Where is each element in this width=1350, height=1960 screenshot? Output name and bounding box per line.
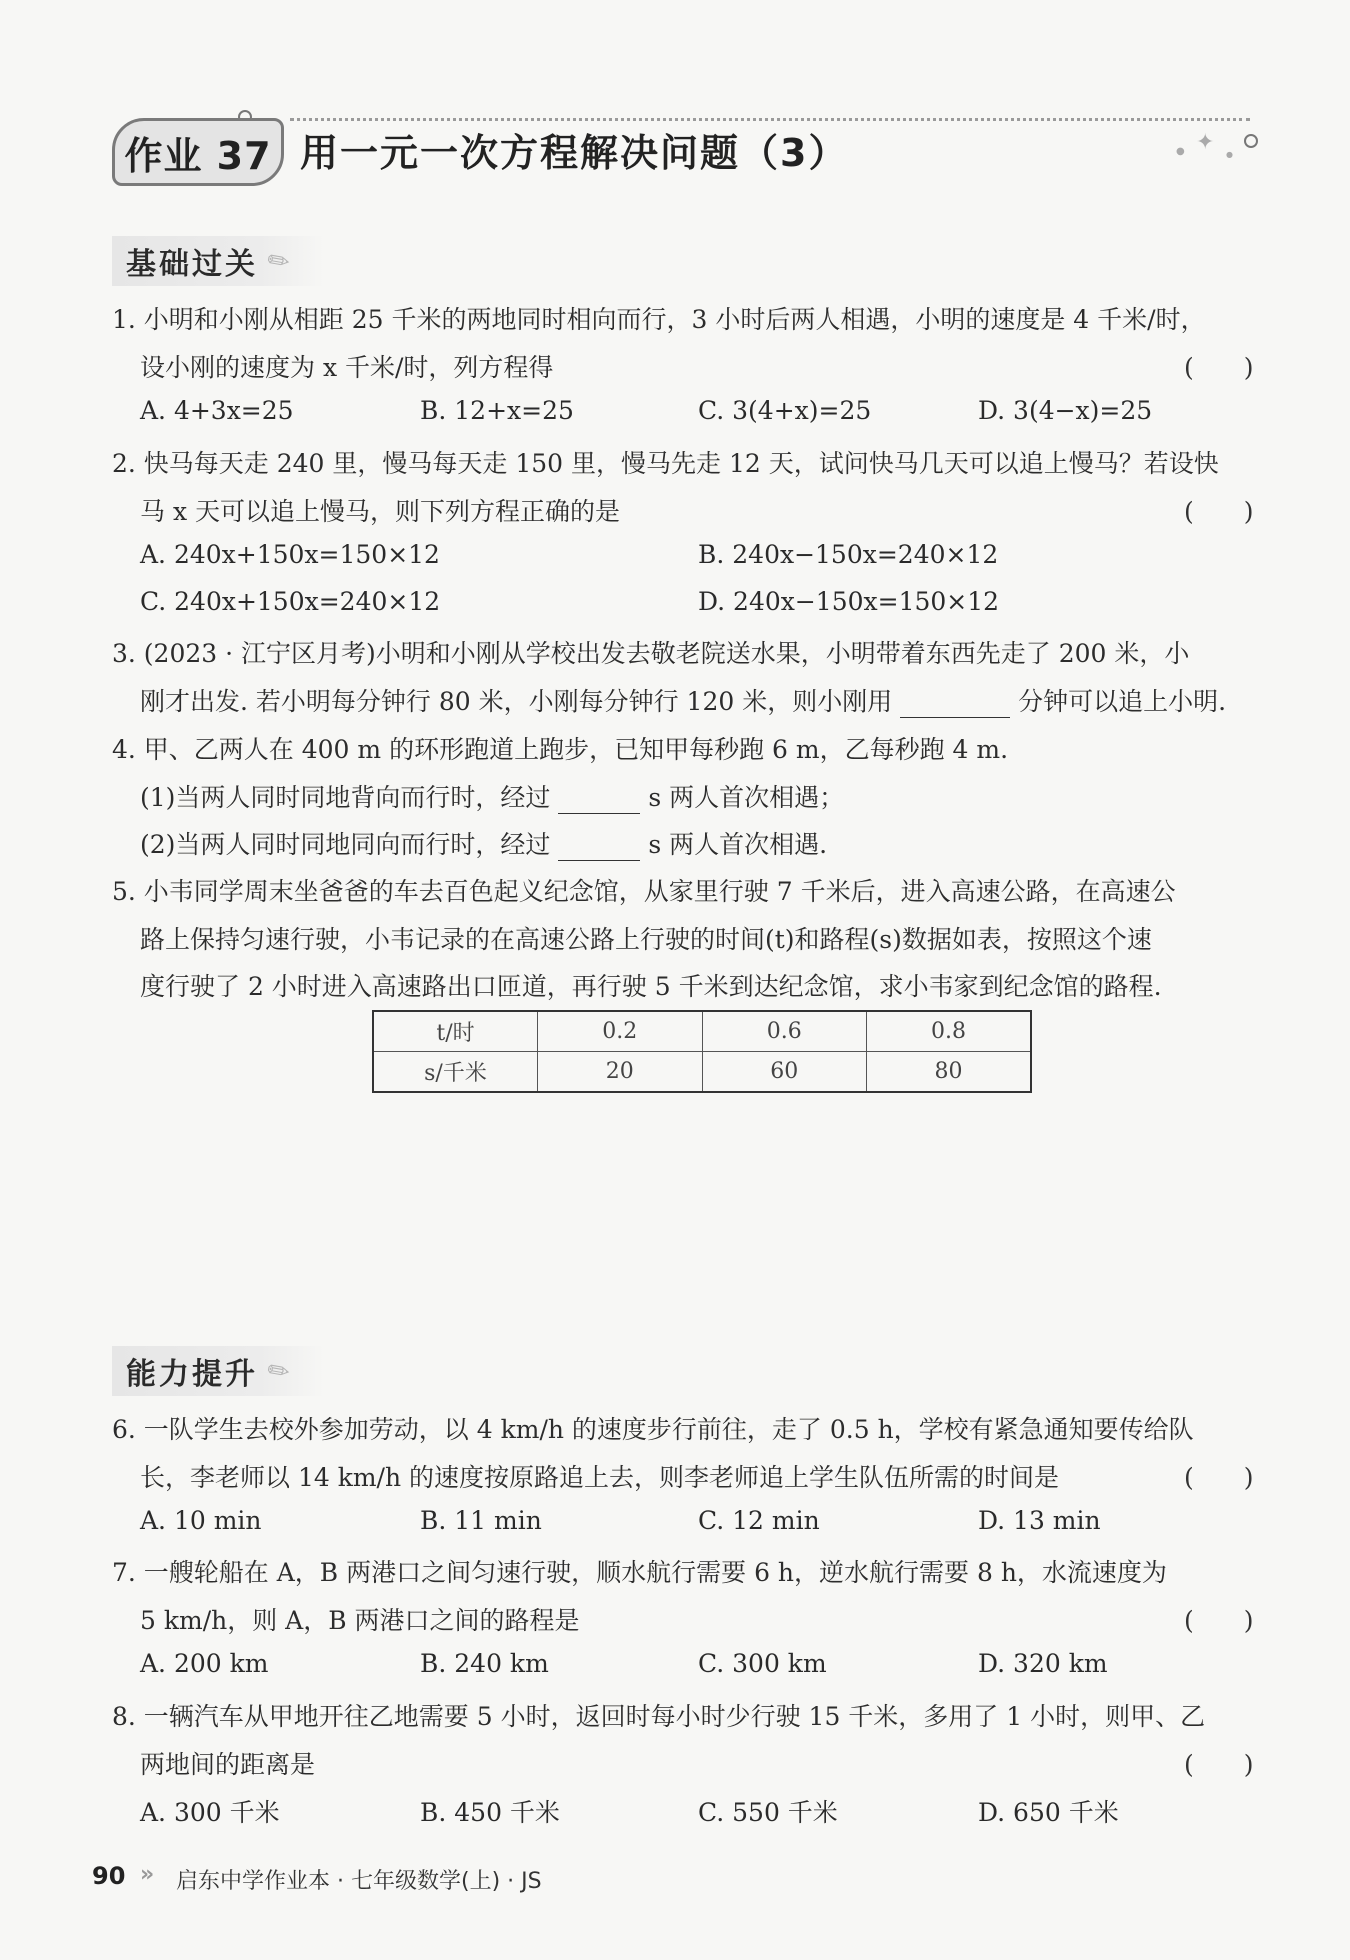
option-b[interactable]: B. 12+x=25 bbox=[420, 396, 574, 425]
section-heading-basic bbox=[112, 236, 324, 286]
question-5-line-2: 路上保持匀速行驶，小韦记录的在高速公路上行驶的时间(t)和路程(s)数据如表，按照这个速 bbox=[140, 925, 1152, 954]
section-heading-advanced bbox=[112, 1346, 324, 1396]
table-cell: 0.8 bbox=[867, 1011, 1032, 1052]
answer-bracket[interactable]: ( ) bbox=[1184, 1750, 1254, 1779]
answer-blank[interactable] bbox=[900, 693, 1010, 718]
option-d[interactable]: D. 320 km bbox=[978, 1649, 1108, 1678]
pencil-icon: ✎ bbox=[261, 1351, 300, 1391]
chevron-right-icon: » bbox=[140, 1862, 155, 1887]
question-2-line-2: 马 x 天可以追上慢马，则下列方程正确的是 bbox=[140, 497, 620, 526]
option-c[interactable]: C. 240x+150x=240×12 bbox=[140, 587, 441, 616]
option-c[interactable]: C. 3(4+x)=25 bbox=[698, 396, 872, 425]
table-cell: 80 bbox=[867, 1052, 1032, 1093]
question-4-sub-2-text-a: (2)当两人同时同地同向而行时，经过 bbox=[140, 830, 551, 859]
pencil-icon: ✎ bbox=[261, 241, 300, 281]
question-3-text-b: 分钟可以追上小明. bbox=[1018, 687, 1227, 716]
question-6-line-1: 6. 一队学生去校外参加劳动，以 4 km/h 的速度步行前往，走了 0.5 h，学校有紧急通知要传给队 bbox=[112, 1415, 1194, 1444]
option-c[interactable]: C. 550 千米 bbox=[698, 1798, 838, 1827]
question-7-line-1: 7. 一艘轮船在 A，B 两港口之间匀速行驶，顺水航行需要 6 h，逆水航行需要 8 h，水流速度为 bbox=[112, 1558, 1167, 1587]
question-4-sub-2 bbox=[140, 825, 827, 861]
homework-number-badge: 作业 37 bbox=[112, 118, 284, 186]
table-cell: t/时 bbox=[373, 1011, 538, 1052]
option-d[interactable]: D. 13 min bbox=[978, 1506, 1101, 1535]
question-4-sub-1-text-a: (1)当两人同时同地背向而行时，经过 bbox=[140, 783, 551, 812]
sparkle-icon: ✦ bbox=[1196, 130, 1215, 155]
dot-icon: ● bbox=[1226, 150, 1233, 159]
question-4-sub-2-text-b: s 两人首次相遇. bbox=[648, 830, 828, 859]
page-title: 用一元一次方程解决问题（3） bbox=[300, 131, 849, 175]
answer-bracket[interactable]: ( ) bbox=[1184, 1463, 1254, 1492]
table-cell: 60 bbox=[702, 1052, 867, 1093]
question-5-line-1: 5. 小韦同学周末坐爸爸的车去百色起义纪念馆，从家里行驶 7 千米后，进入高速公路，在高速公 bbox=[112, 877, 1176, 906]
option-a[interactable]: A. 4+3x=25 bbox=[140, 396, 294, 425]
question-8-line-2: 两地间的距离是 bbox=[140, 1750, 316, 1779]
header-dotted-line bbox=[290, 118, 1250, 121]
question-3-text-a: 刚才出发. 若小明每分钟行 80 米，小刚每分钟行 120 米，则小刚用 bbox=[140, 687, 893, 716]
section-heading-label: 基础过关 bbox=[126, 247, 258, 282]
option-d[interactable]: D. 650 千米 bbox=[978, 1798, 1119, 1827]
answer-bracket[interactable]: ( ) bbox=[1184, 497, 1254, 526]
question-3-line-1: 3. (2023 · 江宁区月考)小明和小刚从学校出发去敬老院送水果，小明带着东西先走了 200 米，小 bbox=[112, 639, 1190, 668]
option-d[interactable]: D. 3(4−x)=25 bbox=[978, 396, 1153, 425]
table-cell: 0.2 bbox=[538, 1011, 703, 1052]
question-4-sub-1-text-b: s 两人首次相遇； bbox=[648, 783, 845, 812]
option-b[interactable]: B. 11 min bbox=[420, 1506, 542, 1535]
option-c[interactable]: C. 300 km bbox=[698, 1649, 827, 1678]
table-cell: 20 bbox=[538, 1052, 703, 1093]
question-5-line-3: 度行驶了 2 小时进入高速路出口匝道，再行驶 5 千米到达纪念馆，求小韦家到纪念馆的路程. bbox=[140, 972, 1162, 1001]
section-heading-label: 能力提升 bbox=[126, 1357, 258, 1392]
table-cell: s/千米 bbox=[373, 1052, 538, 1093]
question-1-line-2: 设小刚的速度为 x 千米/时，列方程得 bbox=[140, 353, 554, 382]
option-a[interactable]: A. 300 千米 bbox=[140, 1798, 280, 1827]
option-b[interactable]: B. 240 km bbox=[420, 1649, 549, 1678]
question-6-line-2: 长，李老师以 14 km/h 的速度按原路追上去，则李老师追上学生队伍所需的时间是 bbox=[140, 1463, 1060, 1492]
option-c[interactable]: C. 12 min bbox=[698, 1506, 820, 1535]
question-4-line-1: 4. 甲、乙两人在 400 m 的环形跑道上跑步，已知甲每秒跑 6 m，乙每秒跑 4 m. bbox=[112, 735, 1009, 764]
answer-blank[interactable] bbox=[558, 789, 640, 814]
header-circle-right bbox=[1244, 134, 1258, 148]
question-8-line-1: 8. 一辆汽车从甲地开往乙地需要 5 小时，返回时每小时少行驶 15 千米，多用了 1 小时，则甲、乙 bbox=[112, 1702, 1206, 1731]
option-b[interactable]: B. 240x−150x=240×12 bbox=[698, 540, 999, 569]
option-a[interactable]: A. 240x+150x=150×12 bbox=[140, 540, 440, 569]
table-cell: 0.6 bbox=[702, 1011, 867, 1052]
question-2-line-1: 2. 快马每天走 240 里，慢马每天走 150 里，慢马先走 12 天，试问快马几天可以追上慢马？若设快 bbox=[112, 449, 1219, 478]
question-1-line-1: 1. 小明和小刚从相距 25 千米的两地同时相向而行，3 小时后两人相遇，小明的速度是 4 千米/时， bbox=[112, 305, 1206, 334]
option-b[interactable]: B. 450 千米 bbox=[420, 1798, 560, 1827]
answer-bracket[interactable]: ( ) bbox=[1184, 353, 1254, 382]
question-7-line-2: 5 km/h，则 A，B 两港口之间的路程是 bbox=[140, 1606, 580, 1635]
dot-icon: ● bbox=[1176, 146, 1185, 157]
book-title: 启东中学作业本 · 七年级数学(上) · JS bbox=[176, 1869, 542, 1894]
data-table bbox=[372, 1010, 1032, 1093]
answer-blank[interactable] bbox=[558, 836, 640, 861]
option-a[interactable]: A. 10 min bbox=[140, 1506, 262, 1535]
page-number: 90 bbox=[92, 1862, 126, 1890]
option-a[interactable]: A. 200 km bbox=[140, 1649, 269, 1678]
option-d[interactable]: D. 240x−150x=150×12 bbox=[698, 587, 1000, 616]
question-4-sub-1 bbox=[140, 778, 844, 814]
table-row bbox=[373, 1011, 1031, 1052]
question-3-line-2 bbox=[140, 682, 1226, 718]
answer-bracket[interactable]: ( ) bbox=[1184, 1606, 1254, 1635]
table-row bbox=[373, 1052, 1031, 1093]
